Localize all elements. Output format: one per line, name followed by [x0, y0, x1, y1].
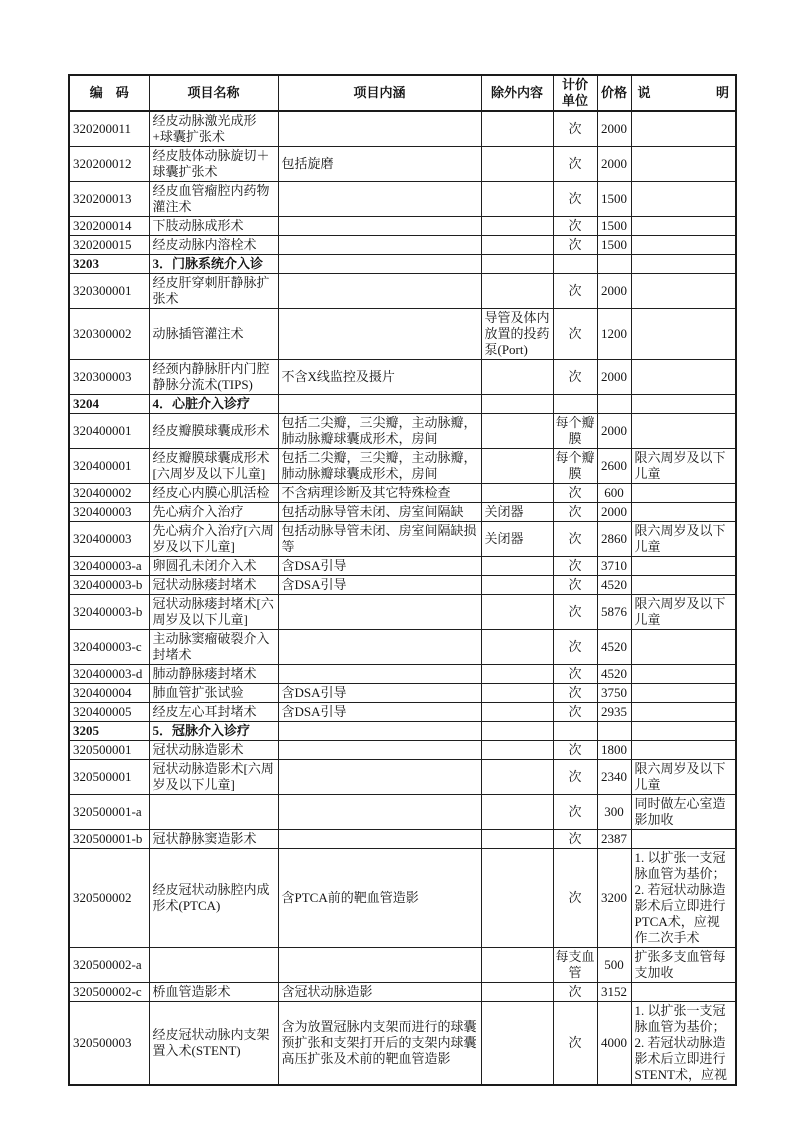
- cell-excluded: [481, 595, 553, 630]
- cell-excluded: [481, 576, 553, 595]
- cell-content: [278, 217, 481, 236]
- table-header-row: [69, 75, 736, 111]
- cell-price: 2000: [597, 414, 631, 449]
- cell-content: [278, 630, 481, 665]
- cell-code: 320300001: [69, 274, 149, 309]
- cell-price: 1500: [597, 217, 631, 236]
- table-row: [69, 414, 736, 449]
- cell-code: 320400003-b: [69, 576, 149, 595]
- table-row: [69, 630, 736, 665]
- cell-note: 扩张多支血管每支加收: [631, 948, 736, 983]
- cell-name: 3．门脉系统介入诊: [149, 255, 278, 274]
- cell-price: 2860: [597, 522, 631, 557]
- cell-content: [278, 274, 481, 309]
- cell-content: 包括二尖瓣，三尖瓣，主动脉瓣，肺动脉瓣球囊成形术，房间: [278, 449, 481, 484]
- cell-unit: 次: [553, 236, 597, 255]
- section-row: [69, 722, 736, 741]
- cell-name: 肺血管扩张试验: [149, 684, 278, 703]
- cell-name: 经皮肢体动脉旋切＋球囊扩张术: [149, 147, 278, 182]
- cell-unit: [553, 255, 597, 274]
- cell-content: [278, 760, 481, 795]
- cell-price: 1500: [597, 182, 631, 217]
- cell-unit: 每个瓣膜: [553, 414, 597, 449]
- header-note: 说明: [631, 75, 736, 111]
- table-row: [69, 830, 736, 849]
- cell-content: [278, 595, 481, 630]
- cell-name: 冠状动脉瘘封堵术: [149, 576, 278, 595]
- cell-price: [597, 255, 631, 274]
- cell-excluded: [481, 414, 553, 449]
- cell-price: 2000: [597, 503, 631, 522]
- cell-content: [278, 795, 481, 830]
- cell-content: 不含病理诊断及其它特殊检查: [278, 484, 481, 503]
- table-row: [69, 147, 736, 182]
- cell-name: 冠状动脉造影术[六周岁及以下儿童]: [149, 760, 278, 795]
- cell-code: 320500002-c: [69, 983, 149, 1002]
- cell-content: [278, 111, 481, 147]
- table-row: [69, 576, 736, 595]
- cell-name: 冠状静脉窦造影术: [149, 830, 278, 849]
- cell-unit: 次: [553, 741, 597, 760]
- cell-price: 2935: [597, 703, 631, 722]
- cell-price: 3710: [597, 557, 631, 576]
- cell-content: 含PTCA前的靶血管造影: [278, 849, 481, 948]
- cell-unit: 次: [553, 795, 597, 830]
- cell-note: 限六周岁及以下儿童: [631, 522, 736, 557]
- cell-note: 限六周岁及以下儿童: [631, 760, 736, 795]
- cell-note: 限六周岁及以下儿童: [631, 449, 736, 484]
- cell-code: 3203: [69, 255, 149, 274]
- cell-content: [278, 722, 481, 741]
- cell-note: [631, 557, 736, 576]
- cell-name: 先心病介入治疗[六周岁及以下儿童]: [149, 522, 278, 557]
- cell-excluded: [481, 111, 553, 147]
- cell-unit: 次: [553, 309, 597, 360]
- header-price: 价格: [597, 75, 631, 111]
- cell-content: [278, 830, 481, 849]
- cell-content: [278, 182, 481, 217]
- cell-price: 5876: [597, 595, 631, 630]
- cell-price: 3152: [597, 983, 631, 1002]
- cell-price: 1500: [597, 236, 631, 255]
- cell-content: [278, 395, 481, 414]
- cell-note: 1. 以扩张一支冠脉血管为基价；2. 若冠状动脉造影术后立即进行STENT术，应视: [631, 1002, 736, 1086]
- cell-unit: 次: [553, 147, 597, 182]
- cell-note: [631, 722, 736, 741]
- cell-code: 320200012: [69, 147, 149, 182]
- section-row: [69, 255, 736, 274]
- table-row: [69, 741, 736, 760]
- header-item-content: 项目内涵: [278, 75, 481, 111]
- cell-content: [278, 236, 481, 255]
- cell-name: 桥血管造影术: [149, 983, 278, 1002]
- cell-excluded: 关闭器: [481, 503, 553, 522]
- cell-excluded: [481, 630, 553, 665]
- cell-note: [631, 484, 736, 503]
- cell-excluded: [481, 360, 553, 395]
- cell-name: 冠状动脉瘘封堵术[六周岁及以下儿童]: [149, 595, 278, 630]
- cell-price: 500: [597, 948, 631, 983]
- cell-name: 动脉插管灌注术: [149, 309, 278, 360]
- cell-excluded: [481, 795, 553, 830]
- cell-code: 320400005: [69, 703, 149, 722]
- cell-name: 经皮心内膜心肌活检: [149, 484, 278, 503]
- cell-content: 包括二尖瓣，三尖瓣，主动脉瓣，肺动脉瓣球囊成形术，房间: [278, 414, 481, 449]
- cell-code: 320400001: [69, 449, 149, 484]
- cell-note: [631, 217, 736, 236]
- header-code: 编 码: [69, 75, 149, 111]
- fee-schedule-sheet: [68, 74, 737, 1086]
- cell-code: 3205: [69, 722, 149, 741]
- table-row: [69, 795, 736, 830]
- cell-note: [631, 255, 736, 274]
- cell-price: 1800: [597, 741, 631, 760]
- cell-note: [631, 309, 736, 360]
- cell-note: [631, 147, 736, 182]
- cell-price: 4000: [597, 1002, 631, 1086]
- cell-name: 冠状动脉造影术: [149, 741, 278, 760]
- cell-note: [631, 395, 736, 414]
- cell-excluded: [481, 665, 553, 684]
- cell-name: 经皮左心耳封堵术: [149, 703, 278, 722]
- cell-excluded: [481, 217, 553, 236]
- cell-unit: 次: [553, 274, 597, 309]
- table-row: [69, 557, 736, 576]
- cell-unit: 次: [553, 684, 597, 703]
- cell-code: 320500001: [69, 741, 149, 760]
- table-row: [69, 849, 736, 948]
- cell-content: [278, 665, 481, 684]
- cell-excluded: [481, 255, 553, 274]
- cell-price: 2000: [597, 274, 631, 309]
- cell-price: 2000: [597, 147, 631, 182]
- cell-code: 320500001-a: [69, 795, 149, 830]
- cell-price: 2000: [597, 360, 631, 395]
- cell-code: 320400003-b: [69, 595, 149, 630]
- cell-unit: 次: [553, 111, 597, 147]
- cell-excluded: [481, 703, 553, 722]
- cell-price: 4520: [597, 665, 631, 684]
- cell-content: 含DSA引导: [278, 557, 481, 576]
- cell-name: 先心病介入治疗: [149, 503, 278, 522]
- cell-code: 320200015: [69, 236, 149, 255]
- cell-name: 下肢动脉成形术: [149, 217, 278, 236]
- cell-unit: 次: [553, 595, 597, 630]
- cell-name: 4．心脏介入诊疗: [149, 395, 278, 414]
- cell-code: 320400003-a: [69, 557, 149, 576]
- cell-excluded: [481, 983, 553, 1002]
- table-row: [69, 360, 736, 395]
- cell-unit: 次: [553, 557, 597, 576]
- cell-unit: 次: [553, 1002, 597, 1086]
- cell-name: 经皮动脉激光成形+球囊扩张术: [149, 111, 278, 147]
- fee-schedule-table: [68, 74, 737, 1086]
- cell-excluded: 关闭器: [481, 522, 553, 557]
- cell-unit: 次: [553, 665, 597, 684]
- table-row: [69, 484, 736, 503]
- cell-unit: 每支血管: [553, 948, 597, 983]
- cell-unit: 次: [553, 983, 597, 1002]
- cell-note: [631, 111, 736, 147]
- cell-content: 不含X线监控及摄片: [278, 360, 481, 395]
- table-row: [69, 449, 736, 484]
- table-header: [69, 75, 736, 111]
- cell-code: 320500001-b: [69, 830, 149, 849]
- cell-price: [597, 395, 631, 414]
- table-row: [69, 309, 736, 360]
- cell-unit: 次: [553, 217, 597, 236]
- cell-excluded: [481, 182, 553, 217]
- cell-note: [631, 576, 736, 595]
- cell-unit: 次: [553, 830, 597, 849]
- cell-price: 4520: [597, 576, 631, 595]
- cell-excluded: [481, 741, 553, 760]
- cell-name: 经皮冠状动脉腔内成形术(PTCA): [149, 849, 278, 948]
- cell-code: 320400003-d: [69, 665, 149, 684]
- cell-unit: 次: [553, 503, 597, 522]
- cell-content: [278, 948, 481, 983]
- cell-unit: 次: [553, 849, 597, 948]
- cell-content: [278, 309, 481, 360]
- cell-price: 3200: [597, 849, 631, 948]
- cell-price: 600: [597, 484, 631, 503]
- table-row: [69, 983, 736, 1002]
- cell-note: [631, 236, 736, 255]
- cell-excluded: [481, 557, 553, 576]
- cell-name: 主动脉窦瘤破裂介入封堵术: [149, 630, 278, 665]
- cell-unit: 次: [553, 182, 597, 217]
- cell-unit: [553, 722, 597, 741]
- cell-excluded: [481, 274, 553, 309]
- cell-note: [631, 630, 736, 665]
- cell-excluded: [481, 948, 553, 983]
- cell-code: 320500001: [69, 760, 149, 795]
- cell-price: 2600: [597, 449, 631, 484]
- cell-note: [631, 830, 736, 849]
- cell-note: [631, 741, 736, 760]
- cell-content: 含DSA引导: [278, 576, 481, 595]
- cell-name: 经皮肝穿刺肝静脉扩张术: [149, 274, 278, 309]
- cell-code: 320500003: [69, 1002, 149, 1086]
- cell-excluded: [481, 236, 553, 255]
- cell-excluded: [481, 484, 553, 503]
- cell-unit: 次: [553, 360, 597, 395]
- table-row: [69, 703, 736, 722]
- cell-content: 包括动脉导管未闭、房室间隔缺: [278, 503, 481, 522]
- cell-code: 320400004: [69, 684, 149, 703]
- cell-excluded: [481, 760, 553, 795]
- cell-price: 1200: [597, 309, 631, 360]
- cell-unit: 次: [553, 760, 597, 795]
- cell-price: 4520: [597, 630, 631, 665]
- cell-code: 3204: [69, 395, 149, 414]
- table-row: [69, 1002, 736, 1086]
- cell-excluded: [481, 395, 553, 414]
- table-row: [69, 111, 736, 147]
- cell-note: [631, 684, 736, 703]
- cell-note: [631, 414, 736, 449]
- cell-note: [631, 182, 736, 217]
- cell-content: 含DSA引导: [278, 703, 481, 722]
- cell-excluded: [481, 722, 553, 741]
- cell-price: [597, 722, 631, 741]
- cell-note: [631, 503, 736, 522]
- cell-excluded: [481, 449, 553, 484]
- cell-note: 1. 以扩张一支冠脉血管为基价；2. 若冠状动脉造影术后立即进行PTCA术，应视作二次手术: [631, 849, 736, 948]
- cell-note: [631, 703, 736, 722]
- cell-name: [149, 795, 278, 830]
- cell-unit: 次: [553, 484, 597, 503]
- table-body: [69, 111, 736, 1085]
- cell-code: 320400001: [69, 414, 149, 449]
- cell-content: 包括动脉导管未闭、房室间隔缺损等: [278, 522, 481, 557]
- table-row: [69, 274, 736, 309]
- cell-name: 经颈内静脉肝内门腔静脉分流术(TIPS): [149, 360, 278, 395]
- cell-unit: 次: [553, 630, 597, 665]
- cell-excluded: [481, 830, 553, 849]
- cell-unit: 次: [553, 522, 597, 557]
- cell-content: 含为放置冠脉内支架而进行的球囊预扩张和支架打开后的支架内球囊高压扩张及术前的靶血管造影: [278, 1002, 481, 1086]
- cell-note: [631, 274, 736, 309]
- cell-code: 320300002: [69, 309, 149, 360]
- cell-content: 含冠状动脉造影: [278, 983, 481, 1002]
- cell-name: 肺动静脉瘘封堵术: [149, 665, 278, 684]
- cell-price: 2000: [597, 111, 631, 147]
- cell-excluded: [481, 849, 553, 948]
- cell-note: 限六周岁及以下儿童: [631, 595, 736, 630]
- table-row: [69, 217, 736, 236]
- cell-code: 320400003-c: [69, 630, 149, 665]
- cell-code: 320400003: [69, 503, 149, 522]
- table-row: [69, 684, 736, 703]
- cell-content: [278, 255, 481, 274]
- cell-unit: 每个瓣膜: [553, 449, 597, 484]
- cell-name: 经皮血管瘤腔内药物灌注术: [149, 182, 278, 217]
- table-row: [69, 665, 736, 684]
- cell-code: 320200011: [69, 111, 149, 147]
- cell-name: 经皮冠状动脉内支架置入术(STENT): [149, 1002, 278, 1086]
- cell-code: 320400002: [69, 484, 149, 503]
- section-row: [69, 395, 736, 414]
- cell-code: 320300003: [69, 360, 149, 395]
- cell-unit: [553, 395, 597, 414]
- cell-content: [278, 741, 481, 760]
- cell-content: 含DSA引导: [278, 684, 481, 703]
- table-row: [69, 182, 736, 217]
- cell-unit: 次: [553, 703, 597, 722]
- cell-content: 包括旋磨: [278, 147, 481, 182]
- header-item-name: 项目名称: [149, 75, 278, 111]
- cell-code: 320500002-a: [69, 948, 149, 983]
- cell-name: [149, 948, 278, 983]
- header-pricing-unit: [553, 75, 597, 111]
- cell-price: 2340: [597, 760, 631, 795]
- cell-excluded: [481, 684, 553, 703]
- cell-note: [631, 360, 736, 395]
- cell-price: 2387: [597, 830, 631, 849]
- cell-code: 320200014: [69, 217, 149, 236]
- cell-name: 卵圆孔未闭介入术: [149, 557, 278, 576]
- cell-note: [631, 665, 736, 684]
- table-row: [69, 236, 736, 255]
- cell-note: 同时做左心室造影加收: [631, 795, 736, 830]
- table-row: [69, 595, 736, 630]
- cell-unit: 次: [553, 576, 597, 595]
- cell-price: 3750: [597, 684, 631, 703]
- cell-name: 5．冠脉介入诊疗: [149, 722, 278, 741]
- table-row: [69, 503, 736, 522]
- table-row: [69, 760, 736, 795]
- table-row: [69, 522, 736, 557]
- cell-name: 经皮瓣膜球囊成形术[六周岁及以下儿童]: [149, 449, 278, 484]
- cell-note: [631, 983, 736, 1002]
- cell-code: 320500002: [69, 849, 149, 948]
- table-row: [69, 948, 736, 983]
- cell-code: 320400003: [69, 522, 149, 557]
- cell-excluded: [481, 1002, 553, 1086]
- cell-excluded: 导管及体内放置的投药泵(Port): [481, 309, 553, 360]
- cell-price: 300: [597, 795, 631, 830]
- cell-name: 经皮瓣膜球囊成形术: [149, 414, 278, 449]
- cell-name: 经皮动脉内溶栓术: [149, 236, 278, 255]
- header-pricing-unit-text: 计价单位: [561, 77, 588, 108]
- cell-excluded: [481, 147, 553, 182]
- header-excluded-content: 除外内容: [481, 75, 553, 111]
- cell-code: 320200013: [69, 182, 149, 217]
